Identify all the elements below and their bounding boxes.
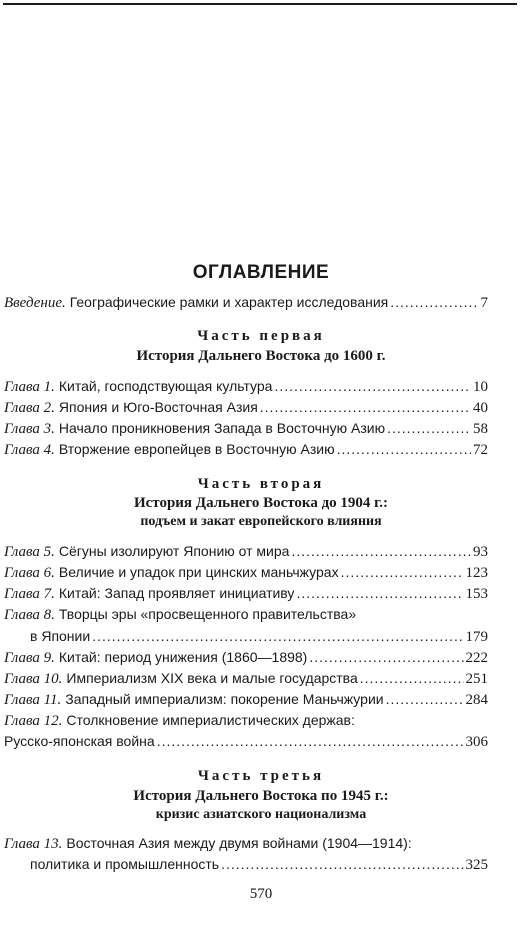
leader-dots xyxy=(260,398,471,416)
chapter-title: Величие и упадок при цинских маньчжурах xyxy=(58,564,339,580)
toc-entry-chapter-6[interactable] xyxy=(4,563,488,582)
part-3-subtitle: кризис азиатского национализма xyxy=(155,807,367,822)
chapter-label: Глава 3. xyxy=(4,421,55,437)
chapter-page: 325 xyxy=(465,857,488,873)
toc-entry-chapter-11[interactable] xyxy=(4,690,488,709)
chapter-page: 58 xyxy=(473,421,488,437)
chapter-title-continued: политика и промышленность xyxy=(30,856,220,872)
page-number: 570 xyxy=(249,886,273,902)
chapter-title: Столкновение империалистических держав: xyxy=(66,712,355,728)
part-3-label: Часть третья xyxy=(197,768,325,784)
chapter-label: Глава 5. xyxy=(4,544,55,560)
chapter-label: Глава 2. xyxy=(4,400,55,416)
toc-entry-chapter-12-cont[interactable] xyxy=(4,732,488,751)
toc-entry-chapter-12[interactable] xyxy=(4,711,488,730)
leader-dots xyxy=(309,648,463,666)
toc-entry-chapter-8-cont[interactable] xyxy=(30,627,488,646)
chapter-page: 123 xyxy=(465,565,488,581)
leader-dots xyxy=(386,690,464,708)
toc-title: ОГЛАВЛЕНИЕ xyxy=(192,262,330,283)
chapter-title: Сёгуны изолируют Японию от мира xyxy=(58,543,290,559)
part-3-title: История Дальнего Востока по 1945 г.: xyxy=(133,788,389,804)
toc-entry-chapter-8[interactable] xyxy=(4,605,488,624)
chapter-label: Глава 13. xyxy=(4,836,63,852)
toc-entry-chapter-2[interactable] xyxy=(4,398,488,417)
toc-entry-chapter-10[interactable] xyxy=(4,669,488,688)
chapter-title: Творцы эры «просвещенного правительства» xyxy=(58,606,357,622)
leader-dots xyxy=(92,627,463,645)
chapter-label: Глава 9. xyxy=(4,650,55,666)
top-rule xyxy=(3,3,517,5)
intro-label: Введение. xyxy=(4,295,66,311)
leader-dots xyxy=(296,584,463,602)
chapter-title: Начало проникновения Запада в Восточную Азию xyxy=(58,420,386,436)
chapter-title: Китай: Запад проявляет инициативу xyxy=(58,585,295,601)
part-1-title: История Дальнего Востока до 1600 г. xyxy=(136,348,386,364)
chapter-page: 179 xyxy=(465,629,488,645)
toc-entry-chapter-3[interactable] xyxy=(4,419,488,438)
chapter-page: 306 xyxy=(465,734,488,750)
part-2-title: История Дальнего Востока до 1904 г.: xyxy=(133,495,389,511)
intro-page: 7 xyxy=(480,295,488,311)
leader-dots xyxy=(341,563,464,581)
chapter-title: Восточная Азия между двумя войнами (1904—1914): xyxy=(66,835,412,851)
chapter-label: Глава 12. xyxy=(4,713,63,729)
chapter-label: Глава 8. xyxy=(4,607,55,623)
chapter-label: Глава 7. xyxy=(4,586,55,602)
leader-dots xyxy=(337,440,471,458)
leader-dots xyxy=(291,542,471,560)
chapter-page: 40 xyxy=(473,400,488,416)
chapter-title: Китай, господствующая культура xyxy=(58,378,273,394)
leader-dots xyxy=(157,732,464,750)
chapter-title-continued: Русско-японская война xyxy=(4,733,155,749)
part-1-label: Часть первая xyxy=(197,328,325,344)
chapter-page: 93 xyxy=(473,544,488,560)
intro-text: Географические рамки и характер исследования xyxy=(69,294,389,310)
chapter-title: Империализм XIX века и малые государства xyxy=(66,670,358,686)
leader-dots xyxy=(221,855,463,873)
part-2-label: Часть вторая xyxy=(197,476,325,492)
part-2-subtitle: подъем и закат европейского влияния xyxy=(140,514,382,529)
chapter-page: 72 xyxy=(473,442,488,458)
leader-dots xyxy=(390,293,478,311)
toc-entry-chapter-7[interactable] xyxy=(4,584,488,603)
toc-entry-chapter-1[interactable] xyxy=(4,377,488,396)
chapter-label: Глава 4. xyxy=(4,442,55,458)
leader-dots xyxy=(387,419,471,437)
toc-entry-chapter-5[interactable] xyxy=(4,542,488,561)
chapter-title-continued: в Японии xyxy=(30,628,91,644)
chapter-page: 222 xyxy=(465,650,488,666)
toc-entry-chapter-13[interactable] xyxy=(4,834,488,853)
toc-entry-intro[interactable] xyxy=(4,293,488,312)
chapter-label: Глава 1. xyxy=(4,379,55,395)
chapter-title: Китай: период унижения (1860—1898) xyxy=(58,649,308,665)
chapter-title: Западный империализм: покорение Маньчжурии xyxy=(65,691,384,707)
leader-dots xyxy=(360,669,464,687)
toc-entry-chapter-9[interactable] xyxy=(4,648,488,667)
chapter-title: Вторжение европейцев в Восточную Азию xyxy=(58,441,335,457)
chapter-label: Глава 10. xyxy=(4,671,63,687)
toc-entry-chapter-13-cont[interactable] xyxy=(30,855,488,874)
chapter-title: Япония и Юго-Восточная Азия xyxy=(58,399,258,415)
chapter-page: 10 xyxy=(473,379,488,395)
chapter-page: 251 xyxy=(465,671,488,687)
chapter-label: Глава 11. xyxy=(4,692,62,708)
chapter-label: Глава 6. xyxy=(4,565,55,581)
toc-entry-chapter-4[interactable] xyxy=(4,440,488,459)
chapter-page: 153 xyxy=(465,586,488,602)
chapter-page: 284 xyxy=(465,692,488,708)
leader-dots xyxy=(274,377,471,395)
